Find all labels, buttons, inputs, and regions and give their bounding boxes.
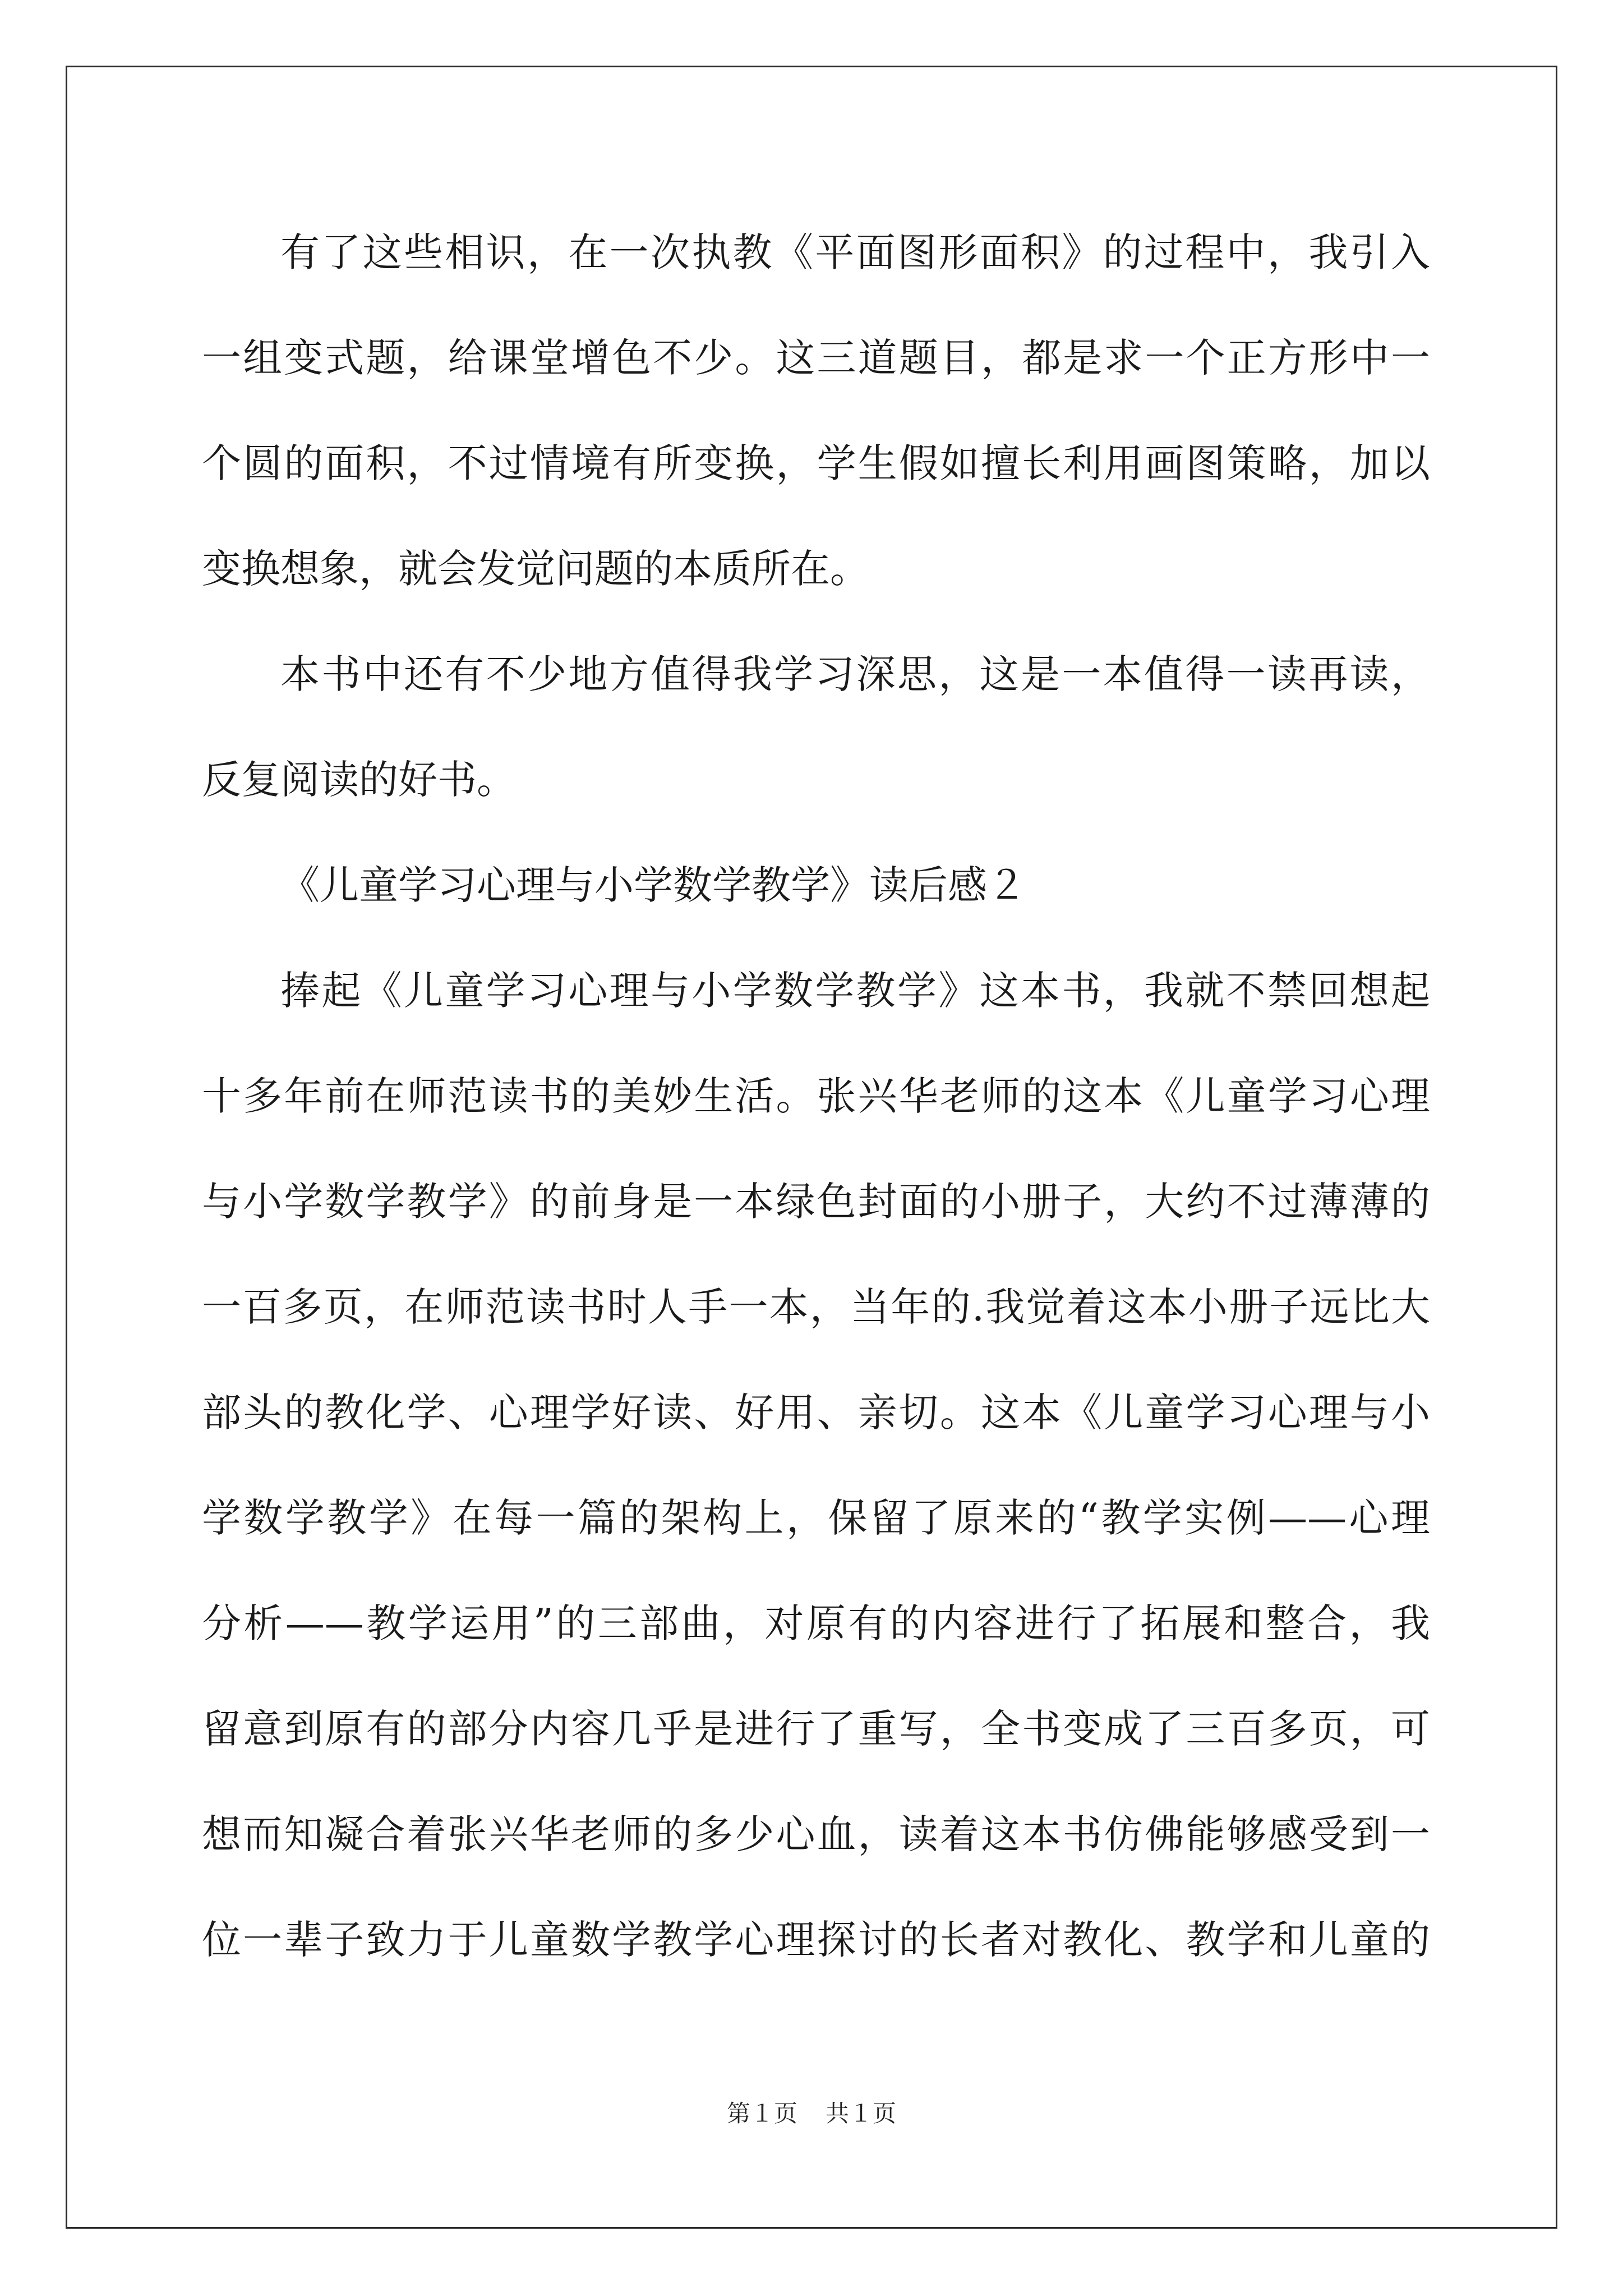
paragraph-line: 十多年前在师范读书的美妙生活。张兴华老师的这本《儿童学习心理 bbox=[202, 1073, 1430, 1119]
document-body bbox=[202, 219, 1430, 2012]
paragraph-line: 反复阅读的好书。 bbox=[202, 757, 516, 803]
paragraph-line: 部头的教化学、心理学好读、好用、亲切。这本《儿童学习心理与小 bbox=[202, 1389, 1430, 1435]
paragraph-line: 一组变式题，给课堂增色不少。这三道题目，都是求一个正方形中一 bbox=[202, 335, 1430, 381]
page-total: 共１页 bbox=[826, 2100, 897, 2127]
paragraph-line: 想而知凝合着张兴华老师的多少心血，读着这本书仿佛能够感受到一 bbox=[202, 1811, 1430, 1857]
paragraph-line: 一百多页，在师范读书时人手一本，当年的.我觉着这本小册子远比大 bbox=[202, 1284, 1430, 1330]
paragraph-line: 分析——教学运用”的三部曲，对原有的内容进行了拓展和整合，我 bbox=[202, 1600, 1430, 1646]
paragraph-line: 学数学教学》在每一篇的架构上，保留了原来的“教学实例——心理 bbox=[202, 1495, 1430, 1541]
paragraph-line: 本书中还有不少地方值得我学习深思，这是一本值得一读再读， bbox=[280, 651, 1430, 697]
paragraph-line: 有了这些相识，在一次执教《平面图形面积》的过程中，我引入 bbox=[280, 229, 1430, 275]
paragraph-line: 变换想象，就会发觉问题的本质所在。 bbox=[202, 546, 869, 592]
paragraph-line: 与小学数学教学》的前身是一本绿色封面的小册子，大约不过薄薄的 bbox=[202, 1179, 1430, 1225]
paragraph-line: 个圆的面积，不过情境有所变换，学生假如擅长利用画图策略，加以 bbox=[202, 440, 1430, 486]
page-number: 第１页 bbox=[726, 2100, 797, 2127]
paragraph-line: 捧起《儿童学习心理与小学数学教学》这本书，我就不禁回想起 bbox=[280, 968, 1430, 1014]
page-footer bbox=[0, 2095, 1623, 2129]
paragraph-line: 位一辈子致力于儿童数学教学心理探讨的长者对教化、教学和儿童的 bbox=[202, 1917, 1430, 1963]
section-heading: 《儿童学习心理与小学数学教学》读后感２ bbox=[280, 862, 1026, 908]
paragraph-line: 留意到原有的部分内容几乎是进行了重写，全书变成了三百多页，可 bbox=[202, 1706, 1430, 1752]
